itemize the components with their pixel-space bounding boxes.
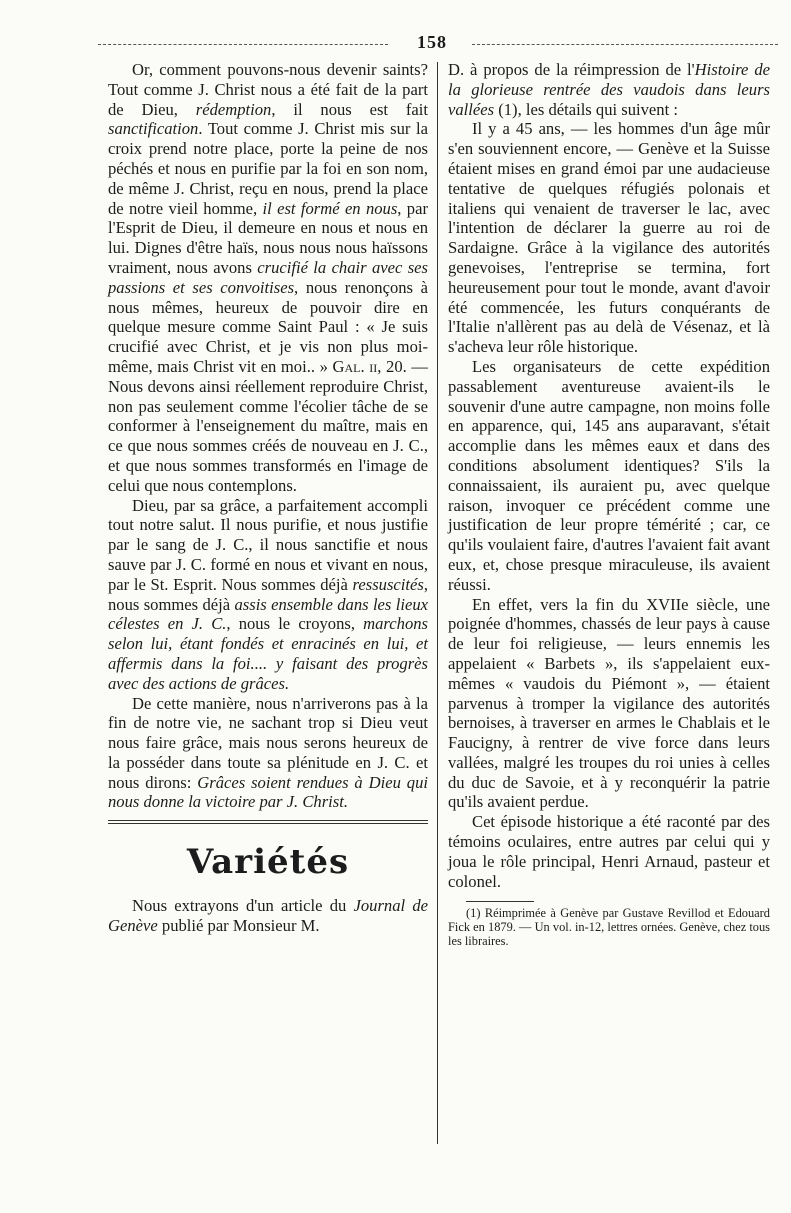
italic-text: Histoire de la glorieuse rentrée des vaudois dans leurs vallées <box>448 60 770 119</box>
text: publié par Monsieur M. <box>157 916 320 936</box>
left-paragraph-2 <box>108 496 428 694</box>
left-paragraph-1 <box>108 60 428 496</box>
italic-text: crucifié la chair avec ses passions et ses convoitises <box>108 257 428 297</box>
text: , nous le croyons, <box>226 614 364 634</box>
italic-text: assis ensemble dans les lieux célestes en J. C. <box>108 594 428 634</box>
italic-text: il est formé en nous <box>262 198 398 218</box>
text: Nous extrayons d'un article du <box>132 896 354 916</box>
text: — Nous devons ainsi réellement reproduire Christ, non pas seulement comme l'écolier tâche de se conformer à l'enseignement du maître, mais en ce que nous sommes créés de nouveau en J. C., et que nous sommes transformés en l'image de celui que nous contemplons. <box>108 356 428 495</box>
left-paragraph-3 <box>108 694 428 813</box>
text: , nous sommes déjà <box>108 574 428 614</box>
text: Or, comment pouvons-nous devenir saints? Tout comme J. Christ nous a été fait de la part de Dieu, <box>108 60 428 119</box>
page-header <box>98 32 778 54</box>
left-column <box>108 60 428 936</box>
text: De cette manière, nous n'arriverons pas à la fin de notre vie, ne sachant trop si Dieu veut nous faire grâce, mais nous serons heureux de la posséder dans toute sa plénitude en J. C. et nous dirons: <box>108 693 428 792</box>
footnote-rule <box>466 901 534 902</box>
column-divider <box>437 62 438 1144</box>
text: (1), les détails qui suivent : <box>494 99 678 119</box>
section-title: Variétés <box>186 842 350 883</box>
text: , nous renonçons à nous mêmes, heureux de pouvoir dire en quelque mesure comme Saint Paul : « Je suis crucifié avec Christ, et je vis non plus moi-même, mais Christ vit en moi.. » <box>108 277 428 376</box>
section-separator <box>108 823 428 824</box>
right-column <box>448 60 770 948</box>
italic-text: Journal de Genève <box>108 896 429 936</box>
text: , il nous est fait <box>271 99 428 119</box>
text: , par l'Esprit de Dieu, il demeure en nous et nous en lui. Dignes d'être haïs, nous nous nous haïssons vraiment, nous avons <box>108 198 428 277</box>
scripture-reference: Gal. ii, 20. <box>332 356 407 376</box>
italic-text: sanctification <box>108 119 199 139</box>
italic-text: ressuscités <box>352 574 424 594</box>
footnote: (1) Réimprimée à Genève par Gustave Revillod et Edouard Fick en 1879. — Un vol. in-12, lettres ornées. Genève, chez tous les libraires. <box>448 906 770 949</box>
right-paragraph-4: En effet, vers la fin du XVIIe siècle, une poignée d'hommes, chassés de leur pays à cause de leur foi religieuse, — leurs ennemis les appelaient « Barbets », ils s'appelaient eux-mêmes « vaudois du Piémont », — étaient parvenus à tromper la vigilance des autorités bernoises, à traverser en armes le Chablais et le Faucigny, à rentrer de vive force dans leurs vallées, malgré les troupes du roi unies à celles du duc de Savoie, et à y reconquérir la patrie qu'ils avaient perdue. <box>448 594 770 812</box>
text: . Tout comme J. Christ mis sur la croix prend notre place, porte la peine de nos péchés et nous en purifie par la foi en son nom, de même J. Christ, reçu en nous, prend la place de notre vieil homme, <box>108 119 428 218</box>
italic-text: rédemption <box>195 99 272 119</box>
right-paragraph-3: Les organisateurs de cette expédition passablement aventureuse avaient-ils le souvenir d'une autre campagne, non moins folle en apparence, qui, 145 ans auparavant, s'était accomplie dans les mêmes eaux et dans des conditions absolument identiques? S'ils la connaissaient, ils auraient pu, avec quelque raison, invoquer ce précédent comme une justification de leur propre témérité ; car, ce qu'ils voulaient faire, d'autres l'avaient fait avant eux, et, chose presque miraculeuse, ils avaient réussi. <box>448 356 770 594</box>
italic-text: Grâces soient rendues à Dieu qui nous donne la victoire par J. Christ. <box>108 772 428 812</box>
header-rule-right <box>472 44 778 45</box>
section-separator <box>108 820 428 821</box>
text: D. à propos de la réimpression de l' <box>448 60 695 79</box>
left-paragraph-4 <box>108 896 428 936</box>
text: Dieu, par sa grâce, a parfaitement accompli tout notre salut. Il nous purifie, et nous justifie par le sang de J. C., il nous sanctifie et nous sauve par J. C. formé en nous et vivant en nous, par le St. Esprit. Nous sommes déjà <box>108 495 428 594</box>
page-number: 158 <box>417 32 447 52</box>
right-paragraph-1 <box>448 60 770 119</box>
right-paragraph-5: Cet épisode historique a été raconté par des témoins oculaires, entre autres par celui qui y joua le rôle principal, Henri Arnaud, pasteur et colonel. <box>448 812 770 891</box>
header-rule-left <box>98 44 388 45</box>
right-paragraph-2: Il y a 45 ans, — les hommes d'un âge mûr s'en souviennent encore, — Genève et la Suisse étaient mises en grand émoi par une audacieuse tentative de quelques réfugiés polonais et italiens qui venaient de traverser le lac, avec l'intention de déclarer la guerre au roi de Sardaigne. Grâce à la vigilance des autorités genevoises, l'entreprise se termina, fort heureusement pour tout le monde, avant d'avoir été commencée, les futurs conquérants de l'Italie n'allèrent pas au delà de Vésenaz, et là s'acheva leur rôle historique. <box>448 119 770 357</box>
italic-text: marchons selon lui, étant fondés et enracinés en lui, et affermis dans la foi.... y faisant des progrès avec des actions de grâces. <box>108 614 428 693</box>
